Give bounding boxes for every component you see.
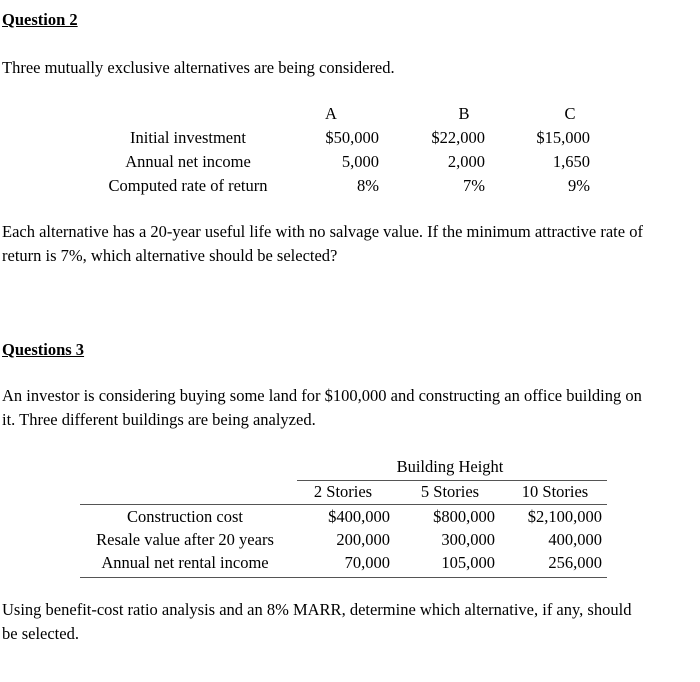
q3-cell: 256,000 bbox=[548, 553, 602, 572]
q3-cell: 200,000 bbox=[336, 530, 390, 549]
question-3-heading: Questions 3 bbox=[2, 340, 85, 359]
q3-group-rule bbox=[297, 480, 607, 481]
q3-cell: 105,000 bbox=[441, 553, 495, 572]
q3-row-label: Construction cost bbox=[127, 507, 243, 526]
q2-col-c-header: C bbox=[564, 104, 576, 123]
q2-row-label: Computed rate of return bbox=[108, 176, 268, 195]
q3-cell: $2,100,000 bbox=[527, 507, 602, 526]
q3-col-5-stories-header: 5 Stories bbox=[420, 482, 480, 501]
question-2-intro: Three mutually exclusive alternatives are being considered. bbox=[2, 58, 395, 77]
q2-cell: 8% bbox=[357, 176, 379, 195]
q2-row-label: Initial investment bbox=[130, 128, 246, 147]
q2-cell: 1,650 bbox=[552, 152, 590, 171]
q3-group-header: Building Height bbox=[396, 457, 504, 476]
q3-cell: 400,000 bbox=[548, 530, 602, 549]
q3-cell: 70,000 bbox=[344, 553, 390, 572]
question-3-intro-line-1: An investor is considering buying some land for $100,000 and constructing an office building on bbox=[2, 386, 642, 405]
question-2-body-line-1: Each alternative has a 20-year useful life with no salvage value. If the minimum attractive rate of bbox=[2, 222, 643, 241]
q2-cell: $15,000 bbox=[536, 128, 590, 147]
question-2-body-line-2: return is 7%, which alternative should be selected? bbox=[2, 246, 338, 265]
question-3-intro-line-2: it. Three different buildings are being analyzed. bbox=[2, 410, 316, 429]
q2-cell: 7% bbox=[463, 176, 485, 195]
q2-col-b-header: B bbox=[458, 104, 470, 123]
q2-cell: $22,000 bbox=[431, 128, 485, 147]
q2-cell: 2,000 bbox=[447, 152, 485, 171]
question-3-closing-line-1: Using benefit-cost ratio analysis and an 8% MARR, determine which alternative, if any, should bbox=[2, 600, 632, 619]
q3-row-label: Resale value after 20 years bbox=[96, 530, 274, 549]
q2-cell: $50,000 bbox=[325, 128, 379, 147]
q2-row-label: Annual net income bbox=[125, 152, 251, 171]
q2-col-a-header: A bbox=[325, 104, 337, 123]
q3-col-2-stories-header: 2 Stories bbox=[313, 482, 373, 501]
q2-cell: 9% bbox=[568, 176, 590, 195]
q3-bottom-rule bbox=[80, 577, 607, 578]
q3-cell: $800,000 bbox=[433, 507, 495, 526]
q3-header-rule bbox=[80, 504, 607, 505]
question-2-heading: Question 2 bbox=[2, 10, 78, 29]
q3-cell: $400,000 bbox=[328, 507, 390, 526]
q3-row-label: Annual net rental income bbox=[101, 553, 269, 572]
q3-cell: 300,000 bbox=[441, 530, 495, 549]
question-3-closing-line-2: be selected. bbox=[2, 624, 79, 643]
q2-cell: 5,000 bbox=[341, 152, 379, 171]
q3-col-10-stories-header: 10 Stories bbox=[521, 482, 589, 501]
